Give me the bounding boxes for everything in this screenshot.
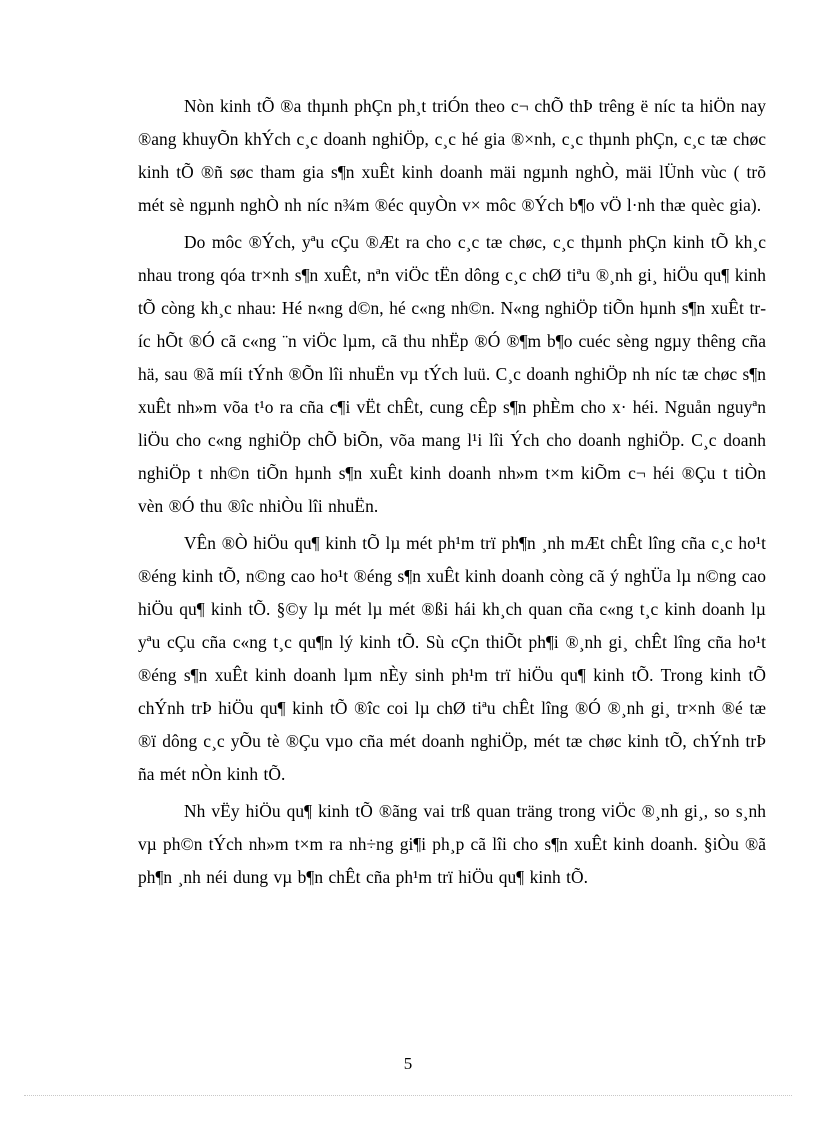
paragraph: Nòn kinh tÕ ®a thµnh phÇn ph¸t triÓn theo c¬ chÕ thÞ trêng ë níc ta hiÖn nay ®ang khuyÕn khÝch c¸c doanh nghiÖp, c¸c hé gia ®×nh, c¸c thµnh phÇn, c¸c tæ chøc kinh tÕ ®ñ søc tham gia s¶n xuÊt kinh doanh mäi ngµnh nghÒ, mäi lÜnh vùc ( trõ mét sè ngµnh nghÒ nh níc n¾m ®éc quyÒn v× môc ®Ých b¶o vÖ l·nh thæ quèc gia). bbox=[138, 96, 766, 215]
paragraph: VÊn ®Ò hiÖu qu¶ kinh tÕ lµ mét ph¹m trï ph¶n ¸nh mÆt chÊt lîng cña c¸c ho¹t ®éng kinh tÕ, n©ng cao ho¹t ®éng s¶n xuÊt kinh doanh còng cã ý nghÜa lµ n©ng cao hiÖu qu¶ kinh tÕ. §©y lµ mét lµ mét ®ßi hái kh¸ch quan cña c«ng t¸c kinh doanh lµ yªu cÇu cña c«ng t¸c qu¶n lý kinh tÕ. Sù cÇn thiÕt ph¶i ®¸nh gi¸ chÊt lîng cña ho¹t ®éng s¶n xuÊt kinh doanh lµm nÈy sinh ph¹m trï hiÖu qu¶ kinh tÕ. Trong kinh tÕ chÝnh trÞ hiÖu qu¶ kinh tÕ ®îc coi lµ chØ tiªu chÊt lîng ®Ó ®¸nh gi¸ tr×nh ®é tæ ®ï dông c¸c yÕu tè ®Çu vµo cña mét doanh nghiÖp, mét tæ chøc kinh tÕ, chÝnh trÞ ña mét nÒn kinh tÕ. bbox=[138, 533, 766, 784]
page-number: 5 bbox=[403, 1054, 413, 1073]
paragraph: Do môc ®Ých, yªu cÇu ®Æt ra cho c¸c tæ chøc, c¸c thµnh phÇn kinh tÕ kh¸c nhau trong qóa tr×nh s¶n xuÊt, nªn viÖc tËn dông c¸c chØ tiªu ®¸nh gi¸ hiÖu qu¶ kinh tÕ còng kh¸c nhau: Hé n«ng d©n, hé c«ng nh©n. N«ng nghiÖp tiÕn hµnh s¶n xuÊt tríc hÕt ®Ó cã c«ng ¨n viÖc lµm, cã thu nhËp ®Ó ®¶m b¶o cuéc sèng ngµy thêng cña hä, sau ®ã míi tÝnh ®Õn lîi nhuËn vµ tÝch luü. C¸c doanh nghiÖp nh níc tæ chøc s¶n xuÊt nh»m võa t¹o ra cña c¶i vËt chÊt, cung cÊp s¶n phÈm cho x· héi. Nguån nguyªn liÖu cho c«ng nghiÖp chÕ biÕn, võa mang l¹i lîi Ých cho doanh nghiÖp. C¸c doanh nghiÖp t nh©n tiÕn hµnh s¶n xuÊt kinh doanh nh»m t×m kiÕm c¬ héi ®Çu t tiÒn vèn ®Ó thu ®îc nhiÒu lîi nhuËn. bbox=[138, 232, 766, 516]
page-bottom-divider bbox=[24, 1095, 792, 1096]
paragraph: Nh vËy hiÖu qu¶ kinh tÕ ®ãng vai trß quan träng trong viÖc ®¸nh gi¸, so s¸nh vµ ph©n tÝch nh»m t×m ra nh÷ng gi¶i ph¸p cã lîi cho s¶n xuÊt kinh doanh. §iÒu ®ã ph¶n ¸nh néi dung vµ b¶n chÊt cña ph¹m trï hiÖu qu¶ kinh tÕ. bbox=[138, 801, 766, 887]
body-text bbox=[138, 90, 766, 898]
